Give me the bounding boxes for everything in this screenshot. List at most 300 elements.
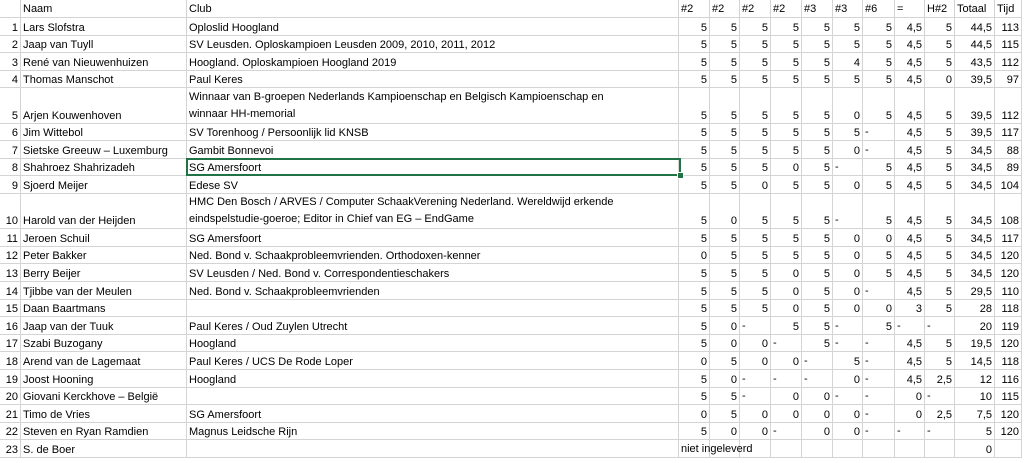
cell-score-6[interactable]: 0: [833, 247, 863, 265]
cell-score-3[interactable]: 5: [740, 159, 771, 177]
cell-score-5[interactable]: 5: [802, 176, 833, 194]
cell-score-6[interactable]: 0: [833, 423, 863, 441]
cell-tijd[interactable]: 120: [995, 405, 1022, 423]
cell-score-5[interactable]: 5: [802, 282, 833, 300]
cell-score-5[interactable]: [802, 352, 833, 370]
cell-eq[interactable]: [895, 317, 925, 335]
cell-totaal[interactable]: 34,5: [955, 247, 995, 265]
cell-totaal[interactable]: 0: [955, 440, 995, 458]
cell-score-5[interactable]: 5: [802, 71, 833, 89]
cell-tijd[interactable]: 117: [995, 229, 1022, 247]
cell-score-7[interactable]: [863, 141, 895, 159]
cell-score-4[interactable]: 5: [771, 141, 802, 159]
cell-score-3[interactable]: 5: [740, 71, 771, 89]
cell-h2[interactable]: [925, 423, 955, 441]
cell-score-1[interactable]: 5: [679, 423, 710, 441]
cell-score-2[interactable]: 5: [710, 264, 740, 282]
cell-score-3[interactable]: 5: [740, 53, 771, 71]
cell-nr[interactable]: 22: [0, 423, 21, 441]
cell-eq[interactable]: 4,5: [895, 229, 925, 247]
cell-score-6[interactable]: [833, 440, 863, 458]
cell-eq[interactable]: [895, 423, 925, 441]
cell-tijd[interactable]: 88: [995, 141, 1022, 159]
cell-score-4[interactable]: 5: [771, 229, 802, 247]
cell-score-2[interactable]: 0: [710, 335, 740, 353]
cell-score-5[interactable]: 0: [802, 405, 833, 423]
cell-score-6[interactable]: 5: [833, 36, 863, 54]
cell-score-6[interactable]: 0: [833, 141, 863, 159]
cell-club[interactable]: [187, 159, 679, 177]
cell-club[interactable]: [187, 352, 679, 370]
cell-nr[interactable]: 8: [0, 159, 21, 177]
cell-score-4[interactable]: 0: [771, 352, 802, 370]
cell-score-3[interactable]: 5: [740, 141, 771, 159]
cell-score-1[interactable]: 5: [679, 124, 710, 142]
cell-score-6[interactable]: 5: [833, 124, 863, 142]
cell-nr[interactable]: 16: [0, 317, 21, 335]
cell-eq[interactable]: 4,5: [895, 352, 925, 370]
cell-naam[interactable]: Sjoerd Meijer: [21, 176, 187, 194]
cell-club[interactable]: [187, 405, 679, 423]
cell-nr[interactable]: 7: [0, 141, 21, 159]
cell-club[interactable]: [187, 440, 679, 458]
cell-naam[interactable]: Harold van der Heijden: [21, 194, 187, 229]
cell-h2[interactable]: 2,5: [925, 405, 955, 423]
cell-score-3[interactable]: 5: [740, 36, 771, 54]
cell-score-3[interactable]: 5: [740, 124, 771, 142]
cell-totaal[interactable]: 39,5: [955, 124, 995, 142]
cell-score-3[interactable]: 5: [740, 300, 771, 318]
cell-tijd[interactable]: 120: [995, 264, 1022, 282]
cell-score-4[interactable]: 5: [771, 247, 802, 265]
cell-score-2[interactable]: 0: [710, 370, 740, 388]
cell-score-5[interactable]: 5: [802, 36, 833, 54]
cell-eq[interactable]: 4,5: [895, 159, 925, 177]
cell-score-1[interactable]: 5: [679, 229, 710, 247]
cell-totaal[interactable]: 44,5: [955, 18, 995, 36]
cell-eq[interactable]: 4,5: [895, 88, 925, 123]
cell-naam[interactable]: Peter Bakker: [21, 247, 187, 265]
cell-score-3[interactable]: 0: [740, 352, 771, 370]
cell-club[interactable]: [187, 53, 679, 71]
cell-score-2[interactable]: 5: [710, 18, 740, 36]
cell-naam[interactable]: Joost Hooning: [21, 370, 187, 388]
cell-naam[interactable]: Daan Baartmans: [21, 300, 187, 318]
cell-club[interactable]: [187, 335, 679, 353]
header-h2[interactable]: H#2: [925, 0, 955, 18]
cell-score-5[interactable]: 0: [802, 388, 833, 406]
cell-score-4[interactable]: 5: [771, 88, 802, 123]
cell-tijd[interactable]: 117: [995, 124, 1022, 142]
cell-naam[interactable]: Arend van de Lagemaat: [21, 352, 187, 370]
cell-score-5[interactable]: 5: [802, 300, 833, 318]
cell-nr[interactable]: 4: [0, 71, 21, 89]
cell-score-1[interactable]: 0: [679, 352, 710, 370]
header-tijd[interactable]: Tijd: [995, 0, 1022, 18]
cell-club[interactable]: [187, 36, 679, 54]
cell-totaal[interactable]: 34,5: [955, 176, 995, 194]
cell-score-4[interactable]: 0: [771, 405, 802, 423]
cell-eq[interactable]: 4,5: [895, 264, 925, 282]
cell-h2[interactable]: 5: [925, 159, 955, 177]
cell-tijd[interactable]: 104: [995, 176, 1022, 194]
cell-tijd[interactable]: 119: [995, 317, 1022, 335]
cell-h2[interactable]: 5: [925, 176, 955, 194]
cell-nr[interactable]: 9: [0, 176, 21, 194]
cell-eq[interactable]: 4,5: [895, 335, 925, 353]
cell-score-4[interactable]: 5: [771, 194, 802, 229]
cell-score-3[interactable]: 0: [740, 405, 771, 423]
cell-club[interactable]: [187, 71, 679, 89]
cell-naam[interactable]: Jeroen Schuil: [21, 229, 187, 247]
cell-tijd[interactable]: [995, 440, 1022, 458]
cell-h2[interactable]: 5: [925, 194, 955, 229]
cell-score-1[interactable]: 5: [679, 388, 710, 406]
cell-h2[interactable]: 0: [925, 71, 955, 89]
cell-score-5[interactable]: 5: [802, 264, 833, 282]
cell-score-5[interactable]: 5: [802, 229, 833, 247]
cell-totaal[interactable]: 14,5: [955, 352, 995, 370]
cell-h2[interactable]: 5: [925, 141, 955, 159]
cell-score-7[interactable]: [863, 423, 895, 441]
cell-score-6[interactable]: 0: [833, 229, 863, 247]
cell-tijd[interactable]: 120: [995, 247, 1022, 265]
cell-totaal[interactable]: 39,5: [955, 88, 995, 123]
cell-score-5[interactable]: 5: [802, 88, 833, 123]
header-s4[interactable]: #3: [802, 0, 833, 18]
cell-score-7[interactable]: 5: [863, 71, 895, 89]
cell-score-7[interactable]: 5: [863, 159, 895, 177]
cell-score-1[interactable]: 5: [679, 88, 710, 123]
cell-tijd[interactable]: 115: [995, 388, 1022, 406]
cell-h2[interactable]: 5: [925, 53, 955, 71]
cell-nr[interactable]: 12: [0, 247, 21, 265]
cell-score-4[interactable]: 5: [771, 317, 802, 335]
cell-club[interactable]: [187, 423, 679, 441]
cell-h2[interactable]: 5: [925, 18, 955, 36]
cell-eq[interactable]: 4,5: [895, 176, 925, 194]
cell-score-1[interactable]: 5: [679, 317, 710, 335]
cell-tijd[interactable]: 115: [995, 36, 1022, 54]
cell-nr[interactable]: 11: [0, 229, 21, 247]
cell-score-2[interactable]: 5: [710, 247, 740, 265]
cell-score-6[interactable]: [833, 194, 863, 229]
cell-score-7[interactable]: [863, 405, 895, 423]
header-s1[interactable]: #2: [710, 0, 740, 18]
cell-nr[interactable]: 23: [0, 440, 21, 458]
cell-score-5[interactable]: 5: [802, 159, 833, 177]
cell-eq[interactable]: 4,5: [895, 247, 925, 265]
cell-nr[interactable]: 1: [0, 18, 21, 36]
cell-totaal[interactable]: 34,5: [955, 194, 995, 229]
header-nr[interactable]: [0, 0, 21, 18]
cell-score-5[interactable]: 5: [802, 141, 833, 159]
cell-h2[interactable]: 5: [925, 36, 955, 54]
cell-score-6[interactable]: 0: [833, 176, 863, 194]
cell-score-7[interactable]: 5: [863, 176, 895, 194]
cell-score-3[interactable]: 5: [740, 282, 771, 300]
cell-h2[interactable]: [925, 440, 955, 458]
cell-score-7[interactable]: 5: [863, 264, 895, 282]
cell-club[interactable]: [187, 282, 679, 300]
cell-score-6[interactable]: 0: [833, 405, 863, 423]
cell-score-5[interactable]: 5: [802, 18, 833, 36]
cell-score-4[interactable]: [771, 370, 802, 388]
cell-score-7[interactable]: 5: [863, 18, 895, 36]
cell-score-2[interactable]: 5: [710, 282, 740, 300]
cell-score-6[interactable]: [833, 335, 863, 353]
cell-score-3[interactable]: 5: [740, 18, 771, 36]
cell-score-3[interactable]: 0: [740, 176, 771, 194]
cell-totaal[interactable]: 19,5: [955, 335, 995, 353]
cell-naam[interactable]: Giovani Kerckhove – België: [21, 388, 187, 406]
cell-score-4[interactable]: [771, 335, 802, 353]
cell-tijd[interactable]: 89: [995, 159, 1022, 177]
cell-h2[interactable]: 5: [925, 229, 955, 247]
cell-score-4[interactable]: 5: [771, 18, 802, 36]
cell-score-7[interactable]: 5: [863, 194, 895, 229]
cell-score-2[interactable]: 5: [710, 36, 740, 54]
cell-club[interactable]: [187, 229, 679, 247]
cell-score-7[interactable]: 5: [863, 36, 895, 54]
cell-eq[interactable]: [895, 440, 925, 458]
cell-score-5[interactable]: 5: [802, 317, 833, 335]
cell-naam[interactable]: Steven en Ryan Ramdien: [21, 423, 187, 441]
cell-nr[interactable]: 10: [0, 194, 21, 229]
cell-score-6[interactable]: 0: [833, 300, 863, 318]
cell-score-1[interactable]: 5: [679, 282, 710, 300]
cell-score-3[interactable]: [740, 317, 771, 335]
cell-score-1[interactable]: 5: [679, 194, 710, 229]
cell-score-4[interactable]: 5: [771, 53, 802, 71]
cell-score-1[interactable]: 0: [679, 405, 710, 423]
cell-h2[interactable]: [925, 388, 955, 406]
cell-score-4[interactable]: 5: [771, 71, 802, 89]
cell-score-7[interactable]: [863, 352, 895, 370]
cell-score-4[interactable]: 5: [771, 124, 802, 142]
cell-eq[interactable]: 4,5: [895, 370, 925, 388]
cell-score-5[interactable]: 0: [802, 423, 833, 441]
cell-tijd[interactable]: 112: [995, 53, 1022, 71]
cell-score-2[interactable]: 5: [710, 352, 740, 370]
cell-club[interactable]: [187, 88, 679, 123]
cell-score-6[interactable]: [833, 317, 863, 335]
cell-naam[interactable]: Jim Wittebol: [21, 124, 187, 142]
cell-score-4[interactable]: 0: [771, 264, 802, 282]
cell-naam[interactable]: S. de Boer: [21, 440, 187, 458]
cell-score-3[interactable]: 0: [740, 423, 771, 441]
cell-h2[interactable]: 5: [925, 247, 955, 265]
cell-naam[interactable]: René van Nieuwenhuizen: [21, 53, 187, 71]
cell-naam[interactable]: Thomas Manschot: [21, 71, 187, 89]
cell-score-6[interactable]: [833, 388, 863, 406]
header-s3[interactable]: #2: [771, 0, 802, 18]
cell-tijd[interactable]: 113: [995, 18, 1022, 36]
cell-score-2[interactable]: 5: [710, 53, 740, 71]
cell-tijd[interactable]: 120: [995, 423, 1022, 441]
cell-nr[interactable]: 3: [0, 53, 21, 71]
cell-totaal[interactable]: 12: [955, 370, 995, 388]
cell-score-2[interactable]: 5: [710, 176, 740, 194]
cell-score-2[interactable]: 5: [710, 388, 740, 406]
cell-score-1[interactable]: 5: [679, 335, 710, 353]
cell-score-1[interactable]: 5: [679, 53, 710, 71]
cell-score-5[interactable]: 5: [802, 247, 833, 265]
cell-club[interactable]: [187, 388, 679, 406]
cell-naam[interactable]: Lars Slofstra: [21, 18, 187, 36]
cell-club[interactable]: [187, 300, 679, 318]
cell-score-6[interactable]: 0: [833, 370, 863, 388]
cell-score-2[interactable]: 5: [710, 124, 740, 142]
cell-score-6[interactable]: 5: [833, 18, 863, 36]
cell-score-3[interactable]: 5: [740, 229, 771, 247]
cell-club[interactable]: [187, 124, 679, 142]
cell-score-7[interactable]: 5: [863, 88, 895, 123]
cell-score-5[interactable]: 5: [802, 124, 833, 142]
cell-totaal[interactable]: 44,5: [955, 36, 995, 54]
cell-nr[interactable]: 19: [0, 370, 21, 388]
cell-score-3[interactable]: [740, 370, 771, 388]
cell-score-2[interactable]: 0: [710, 317, 740, 335]
cell-score-3[interactable]: 5: [740, 247, 771, 265]
cell-nr[interactable]: 6: [0, 124, 21, 142]
cell-tijd[interactable]: 108: [995, 194, 1022, 229]
cell-h2[interactable]: 5: [925, 300, 955, 318]
cell-eq[interactable]: 4,5: [895, 282, 925, 300]
cell-score-1[interactable]: [679, 440, 753, 458]
cell-totaal[interactable]: 34,5: [955, 141, 995, 159]
cell-score-2[interactable]: 5: [710, 229, 740, 247]
cell-eq[interactable]: 4,5: [895, 194, 925, 229]
cell-nr[interactable]: 17: [0, 335, 21, 353]
cell-nr[interactable]: 20: [0, 388, 21, 406]
cell-tijd[interactable]: 116: [995, 370, 1022, 388]
cell-club[interactable]: [187, 176, 679, 194]
cell-naam[interactable]: Jaap van Tuyll: [21, 36, 187, 54]
cell-score-1[interactable]: 5: [679, 300, 710, 318]
cell-score-4[interactable]: 0: [771, 282, 802, 300]
cell-score-1[interactable]: 5: [679, 159, 710, 177]
cell-naam[interactable]: Shahroez Shahrizadeh: [21, 159, 187, 177]
cell-score-7[interactable]: [863, 124, 895, 142]
cell-club[interactable]: [187, 18, 679, 36]
cell-tijd[interactable]: 97: [995, 71, 1022, 89]
cell-score-3[interactable]: 0: [740, 335, 771, 353]
cell-eq[interactable]: 4,5: [895, 71, 925, 89]
cell-club[interactable]: [187, 247, 679, 265]
header-naam[interactable]: Naam: [21, 0, 187, 18]
cell-eq[interactable]: 4,5: [895, 53, 925, 71]
cell-nr[interactable]: 2: [0, 36, 21, 54]
header-s5[interactable]: #3: [833, 0, 863, 18]
cell-score-4[interactable]: 0: [771, 388, 802, 406]
cell-score-4[interactable]: 5: [771, 176, 802, 194]
cell-score-7[interactable]: 0: [863, 229, 895, 247]
cell-totaal[interactable]: 10: [955, 388, 995, 406]
cell-tijd[interactable]: 120: [995, 335, 1022, 353]
cell-eq[interactable]: 0: [895, 405, 925, 423]
cell-club[interactable]: [187, 370, 679, 388]
cell-h2[interactable]: [925, 317, 955, 335]
cell-club[interactable]: [187, 264, 679, 282]
cell-score-3[interactable]: [740, 388, 771, 406]
cell-score-6[interactable]: 5: [833, 71, 863, 89]
header-club[interactable]: Club: [187, 0, 679, 18]
cell-eq[interactable]: 0: [895, 388, 925, 406]
cell-score-6[interactable]: [833, 159, 863, 177]
cell-score-5[interactable]: 5: [802, 53, 833, 71]
cell-score-2[interactable]: 5: [710, 300, 740, 318]
cell-naam[interactable]: Tjibbe van der Meulen: [21, 282, 187, 300]
cell-score-2[interactable]: 5: [710, 71, 740, 89]
cell-eq[interactable]: 4,5: [895, 36, 925, 54]
cell-score-2[interactable]: 5: [710, 88, 740, 123]
cell-score-4[interactable]: 5: [771, 36, 802, 54]
cell-score-2[interactable]: 5: [710, 141, 740, 159]
cell-score-7[interactable]: [863, 370, 895, 388]
cell-totaal[interactable]: 7,5: [955, 405, 995, 423]
cell-totaal[interactable]: 28: [955, 300, 995, 318]
cell-score-1[interactable]: 5: [679, 370, 710, 388]
cell-club[interactable]: [187, 194, 679, 229]
cell-score-2[interactable]: 5: [710, 159, 740, 177]
cell-totaal[interactable]: 20: [955, 317, 995, 335]
cell-score-3[interactable]: 5: [740, 194, 771, 229]
cell-naam[interactable]: Arjen Kouwenhoven: [21, 88, 187, 123]
cell-score-4[interactable]: 0: [771, 300, 802, 318]
cell-score-5[interactable]: 5: [802, 194, 833, 229]
cell-tijd[interactable]: 110: [995, 282, 1022, 300]
cell-score-3[interactable]: 5: [740, 88, 771, 123]
cell-totaal[interactable]: 34,5: [955, 264, 995, 282]
cell-nr[interactable]: 13: [0, 264, 21, 282]
cell-score-1[interactable]: 5: [679, 176, 710, 194]
cell-h2[interactable]: 5: [925, 264, 955, 282]
cell-h2[interactable]: 5: [925, 282, 955, 300]
cell-club[interactable]: [187, 141, 679, 159]
cell-totaal[interactable]: 34,5: [955, 229, 995, 247]
cell-h2[interactable]: 5: [925, 88, 955, 123]
header-s2[interactable]: #2: [740, 0, 771, 18]
header-eq[interactable]: =: [895, 0, 925, 18]
cell-totaal[interactable]: 29,5: [955, 282, 995, 300]
cell-naam[interactable]: Timo de Vries: [21, 405, 187, 423]
cell-eq[interactable]: 4,5: [895, 141, 925, 159]
cell-score-1[interactable]: 5: [679, 71, 710, 89]
cell-score-7[interactable]: 0: [863, 300, 895, 318]
cell-eq[interactable]: 4,5: [895, 18, 925, 36]
cell-naam[interactable]: Berry Beijer: [21, 264, 187, 282]
cell-score-4[interactable]: [771, 440, 802, 458]
cell-score-7[interactable]: 5: [863, 317, 895, 335]
cell-h2[interactable]: 5: [925, 124, 955, 142]
cell-score-5[interactable]: [802, 370, 833, 388]
cell-score-1[interactable]: 5: [679, 18, 710, 36]
cell-score-3[interactable]: 5: [740, 264, 771, 282]
cell-h2[interactable]: 5: [925, 335, 955, 353]
header-totaal[interactable]: Totaal: [955, 0, 995, 18]
cell-nr[interactable]: 15: [0, 300, 21, 318]
cell-naam[interactable]: Jaap van der Tuuk: [21, 317, 187, 335]
cell-score-1[interactable]: 5: [679, 36, 710, 54]
cell-nr[interactable]: 14: [0, 282, 21, 300]
cell-score-6[interactable]: 0: [833, 282, 863, 300]
cell-score-7[interactable]: [863, 388, 895, 406]
cell-nr[interactable]: 18: [0, 352, 21, 370]
cell-score-4[interactable]: [771, 423, 802, 441]
cell-score-7[interactable]: 5: [863, 247, 895, 265]
cell-tijd[interactable]: 118: [995, 352, 1022, 370]
